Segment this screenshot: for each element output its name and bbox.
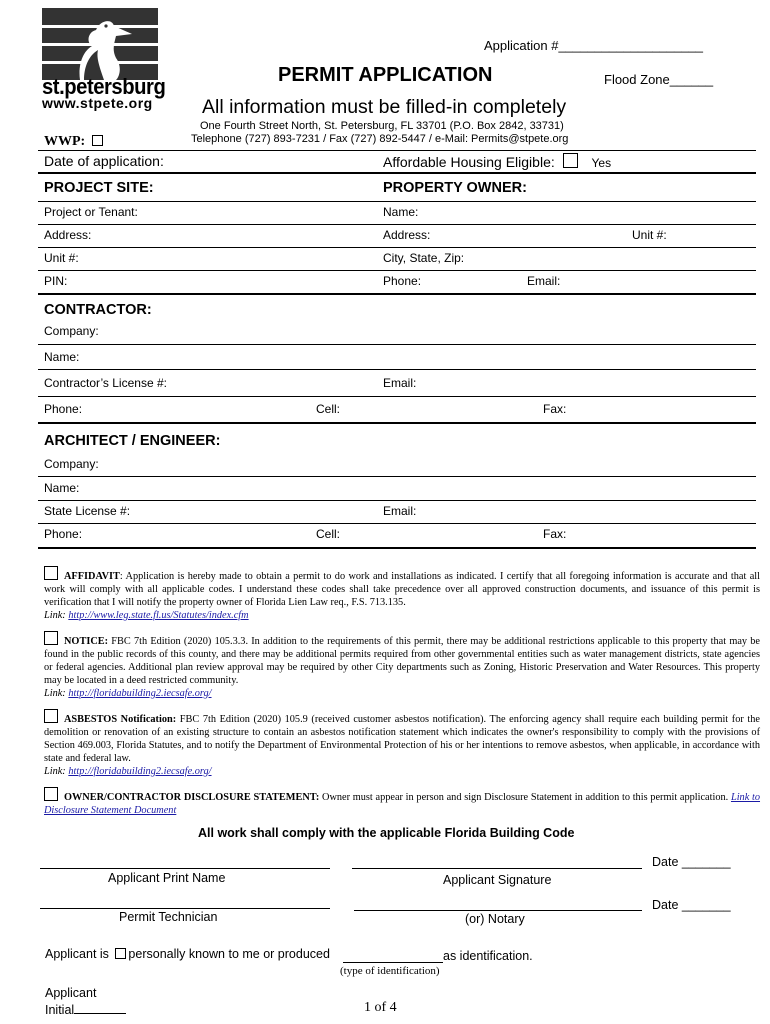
logo-url: www.stpete.org: [42, 95, 153, 111]
asbestos-checkbox[interactable]: [44, 709, 58, 723]
page-title: PERMIT APPLICATION: [278, 64, 493, 86]
architect-company-field[interactable]: Company:: [44, 457, 99, 471]
architect-phone-field[interactable]: Phone:: [44, 527, 83, 541]
date-2[interactable]: Date _______: [652, 898, 731, 912]
identification-row: [45, 947, 330, 961]
as-identification-label: as identification.: [443, 949, 533, 963]
logo-text: st.petersburg: [42, 74, 166, 99]
project-tenant-field[interactable]: Project or Tenant:: [44, 205, 138, 219]
architect-heading: ARCHITECT / ENGINEER:: [44, 433, 221, 449]
applicant-signature-line[interactable]: [352, 868, 642, 869]
contractor-fax-field[interactable]: Fax:: [543, 402, 567, 416]
contractor-license-field[interactable]: Contractor’s License #:: [44, 376, 167, 390]
date-1[interactable]: Date _______: [652, 855, 731, 869]
contractor-heading: CONTRACTOR:: [44, 302, 152, 318]
affidavit-checkbox[interactable]: [44, 566, 58, 580]
contractor-cell-field[interactable]: Cell:: [316, 402, 341, 416]
disclosure-link[interactable]: Link to Disclosure Statement Document: [44, 792, 761, 816]
personally-known-checkbox[interactable]: [115, 948, 126, 959]
comply-statement: All work shall comply with the applicable Florida Building Code: [198, 826, 575, 840]
project-address-field[interactable]: Address:: [44, 228, 92, 242]
initial-row: [45, 1002, 126, 1017]
applicant-is-label: Applicant is: [45, 947, 109, 961]
applicant-signature-label: Applicant Signature: [443, 873, 552, 887]
office-contact: Telephone (727) 893-7231 / Fax (727) 892-5447 / e-Mail: Permits@stpete.org: [191, 133, 569, 145]
applicant-print-name-label: Applicant Print Name: [108, 871, 226, 885]
owner-unit-field[interactable]: Unit #:: [632, 228, 667, 242]
identification-line[interactable]: [343, 962, 443, 963]
affidavit-link-label: Link:: [44, 609, 66, 621]
architect-license-field[interactable]: State License #:: [44, 504, 131, 518]
architect-email-field[interactable]: Email:: [383, 504, 417, 518]
affordable-housing-checkbox[interactable]: [563, 153, 578, 168]
asbestos-text: FBC 7th Edition (2020) 105.9 (received customer asbestos notification). The enforcing agency shall require each building permit for the demolition or renovation of an existing structure to contain an asbestos notification statement which indicates the owner's responsibility to comply with the provisions of Section 469.003, Florida Statutes, and to notify the Department of Environmental Protection of his or her intentions to remove asbestos, when applicable, in accordance with state and federal law.: [44, 714, 760, 764]
affordable-housing-label: Affordable Housing Eligible:: [383, 154, 555, 170]
affidavit-link[interactable]: http://www.leg.state.fl.us/Statutes/index.cfm: [68, 609, 249, 621]
initial-input-line[interactable]: [74, 1002, 126, 1014]
personally-known-label: personally known to me or produced: [128, 947, 330, 961]
asbestos-link[interactable]: http://floridabuilding2.iecsafe.org/: [68, 765, 212, 777]
flood-zone: Flood Zone______: [604, 72, 714, 87]
notice-title: NOTICE:: [64, 636, 109, 647]
project-site-heading: PROJECT SITE:: [44, 180, 154, 196]
permit-technician-line[interactable]: [40, 908, 330, 909]
affordable-housing: [383, 153, 611, 170]
initial-label: Initial: [45, 1003, 75, 1017]
notary-label: (or) Notary: [465, 912, 525, 926]
pelican-logo-icon: [42, 8, 158, 80]
application-number: Application #____________________: [484, 38, 704, 53]
contractor-phone-field[interactable]: Phone:: [44, 402, 83, 416]
project-pin-field[interactable]: PIN:: [44, 274, 68, 288]
owner-name-field[interactable]: Name:: [383, 205, 419, 219]
wwp-checkbox[interactable]: [92, 135, 103, 146]
notary-line[interactable]: [354, 910, 642, 911]
permit-technician-label: Permit Technician: [119, 910, 218, 924]
notice-checkbox[interactable]: [44, 631, 58, 645]
owner-city-field[interactable]: City, State, Zip:: [383, 251, 465, 265]
notice-section: [44, 631, 760, 701]
page-number: 1 of 4: [364, 1000, 397, 1015]
affordable-housing-yes: Yes: [591, 156, 612, 170]
notice-link-label: Link:: [44, 687, 66, 699]
office-address: One Fourth Street North, St. Petersburg, FL 33701 (P.O. Box 2842, 33731): [200, 120, 564, 132]
asbestos-link-label: Link:: [44, 765, 66, 777]
contractor-company-field[interactable]: Company:: [44, 324, 99, 338]
owner-email-field[interactable]: Email:: [527, 274, 561, 288]
notice-text: FBC 7th Edition (2020) 105.3.3. In addition to the requirements of this permit, there may be additional restrictions applicable to this property that may be found in the public records of this county, and there may be additional permits required from other governmental entities such as water management districts, state agencies or federal agencies. Additional plan review approval may be required by other City departments such as Zoning, Historic Preservation and Water Resources. This property may be located in a deed restricted community.: [44, 636, 760, 686]
architect-cell-field[interactable]: Cell:: [316, 527, 341, 541]
architect-fax-field[interactable]: Fax:: [543, 527, 567, 541]
project-unit-field[interactable]: Unit #:: [44, 251, 79, 265]
subtitle: All information must be filled-in completely: [202, 96, 567, 118]
applicant-label: Applicant: [45, 986, 97, 1000]
date-of-application: Date of application:: [44, 153, 164, 169]
disclosure-checkbox[interactable]: [44, 787, 58, 801]
owner-phone-field[interactable]: Phone:: [383, 274, 422, 288]
affidavit-title: AFFIDAVIT: [64, 571, 120, 582]
owner-address-field[interactable]: Address:: [383, 228, 431, 242]
applicant-print-name-line[interactable]: [40, 868, 330, 869]
asbestos-title: ASBESTOS Notification:: [64, 714, 177, 725]
notice-link[interactable]: http://floridabuilding2.iecsafe.org/: [68, 687, 212, 699]
disclosure-section: [44, 787, 760, 818]
wwp-text: WWP:: [44, 134, 86, 149]
disclosure-title: OWNER/CONTRACTOR DISCLOSURE STATEMENT:: [64, 792, 320, 803]
architect-name-field[interactable]: Name:: [44, 481, 80, 495]
type-of-identification: (type of identification): [340, 965, 440, 977]
wwp-label: [44, 134, 109, 150]
contractor-email-field[interactable]: Email:: [383, 376, 417, 390]
asbestos-section: [44, 709, 760, 779]
affidavit-section: [44, 566, 760, 623]
disclosure-text: Owner must appear in person and sign Disclosure Statement in addition to this permit application.: [319, 792, 729, 803]
city-logo: [42, 8, 166, 111]
affidavit-text: : Application is hereby made to obtain a permit to do work and installations as indicated. I certify that all foregoing information is accurate and that all work will comply with all applicable codes. I understand these codes shall take precedence over all approved construction documents, and issuance of this permit is verification that I will notify the property owner of Florida Lien Law req., F.S. 713.135.: [44, 571, 760, 608]
contractor-name-field[interactable]: Name:: [44, 350, 80, 364]
property-owner-heading: PROPERTY OWNER:: [383, 180, 527, 196]
